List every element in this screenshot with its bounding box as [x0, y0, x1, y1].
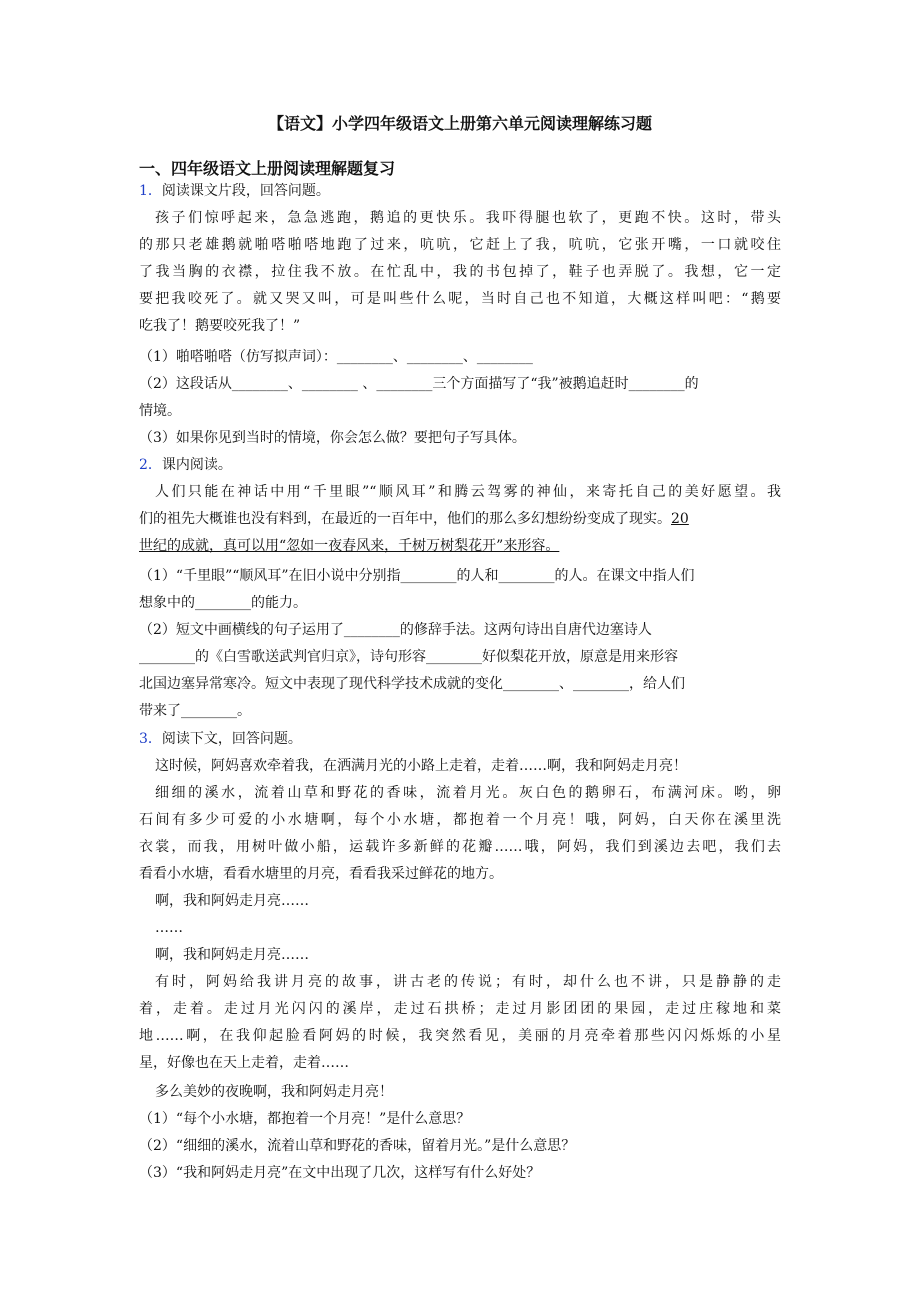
question-prompt: 课内阅读。 [161, 457, 232, 473]
document-title: 【语文】小学四年级语文上册第六单元阅读理解练习题 [267, 114, 652, 133]
passage-line: 人们只能在神话中用“千里眼”“顺风耳”和腾云驾雾的神仙，来寄托自己的美好愿望。我 [155, 484, 781, 500]
passage-line: 孩子们惊呼起来，急急逃跑，鹅追的更快乐。我吓得腿也软了，更跑不快。这时，带头 [155, 210, 781, 226]
passage-line: 地……啊，在我仰起脸看阿妈的时候，我突然看见，美丽的月亮牵着那些闪闪烁烁的小星 [139, 1028, 781, 1044]
question-number: 2． [139, 457, 162, 473]
question-number: 3． [139, 731, 162, 747]
passage-line: …… [155, 920, 183, 936]
question-1-prompt [139, 181, 781, 201]
passage-line: 星，好像也在天上走着，走着…… [139, 1055, 349, 1071]
passage-line: 着，走着。走过月光闪闪的溪岸，走过石拱桥；走过月影团团的果园，走过庄稼地和菜 [139, 1001, 781, 1017]
passage-text: 们的祖先大概谁也没有料到，在最近的一百年中，他们的那么多幻想纷纷变成了现实。 [139, 511, 671, 527]
question-2-prompt [139, 455, 781, 475]
passage-line: 了我当胸的衣襟，拉住我不放。在忙乱中，我的书包掉了，鞋子也弄脱了。我想，它一定 [139, 264, 781, 280]
passage-line: 衣裳，而我，用树叶做小船，运载许多新鲜的花瓣……哦，阿妈，我们到溪边去吧，我们去 [139, 839, 781, 855]
passage-line [139, 509, 781, 529]
underlined-sentence: 世纪的成就，真可以用“忽如一夜春风来，千树万树梨花开”来形容。 [139, 538, 560, 554]
sub-question: （1）啪嗒啪嗒（仿写拟声词）：________、________、________ [139, 349, 533, 365]
passage-line: 吃我了！鹅要咬死我了！” [139, 318, 301, 334]
sub-question: （1）“每个小水塘，都抱着一个月亮！”是什么意思？ [139, 1111, 471, 1127]
sub-question: （2）短文中画横线的句子运用了________的修辞手法。这两句诗出自唐代边塞诗人 [139, 622, 652, 638]
passage-line: 要把我咬死了。就又哭又叫，可是叫些什么呢，当时自己也不知道，大概这样叫吧：“鹅要 [139, 291, 781, 307]
passage-line: 的那只老雄鹅就啪嗒啪嗒地跑了过来，吭吭，它赶上了我，吭吭，它张开嘴，一口就咬住 [139, 237, 781, 253]
sub-question: （2）“细细的溪水，流着山草和野花的香味，留着月光。”是什么意思？ [139, 1138, 576, 1154]
sub-question: ________的《白雪歌送武判官归京》，诗句形容________好似梨花开放，原意是用来形容 [139, 649, 678, 665]
question-3-prompt [139, 729, 781, 749]
passage-line [139, 536, 781, 556]
sub-question: 北国边塞异常寒冷。短文中表现了现代科学技术成就的变化________、________，给人们 [139, 676, 685, 692]
passage-line: 这时候，阿妈喜欢牵着我，在洒满月光的小路上走着，走着……啊，我和阿妈走月亮！ [155, 758, 687, 774]
sub-question: （1）“千里眼”“顺风耳”在旧小说中分别指________的人和________的人。在课文中指人们 [139, 568, 695, 584]
section-heading: 一、四年级语文上册阅读理解题复习 [139, 159, 396, 178]
passage-line: 啊，我和阿妈走月亮…… [155, 893, 309, 909]
sub-question: （3）如果你见到当时的情境，你会怎么做？要把句子写具体。 [139, 430, 526, 446]
question-prompt: 阅读课文片段，回答问题。 [161, 183, 330, 199]
question-number: 1． [139, 183, 162, 199]
underlined-sentence: 20 [671, 511, 689, 527]
sub-question: （3）“我和阿妈走月亮”在文中出现了几次，这样写有什么好处？ [139, 1165, 541, 1181]
passage-line: 石间有多少可爱的小水塘啊，每个小水塘，都抱着一个月亮！哦，阿妈，白天你在溪里洗 [139, 812, 781, 828]
passage-line: 看看小水塘，看看水塘里的月亮，看看我采过鲜花的地方。 [139, 866, 503, 882]
sub-question: （2）这段话从________、________ 、________三个方面描写了“我”被鹅追赶时________的 [139, 376, 699, 392]
passage-line: 啊，我和阿妈走月亮…… [155, 947, 309, 963]
passage-line: 多么美妙的夜晚啊，我和阿妈走月亮！ [155, 1084, 393, 1100]
passage-line: 有时，阿妈给我讲月亮的故事，讲古老的传说；有时，却什么也不讲，只是静静的走 [155, 974, 781, 990]
sub-question: 想象中的________的能力。 [139, 595, 307, 611]
question-prompt: 阅读下文，回答问题。 [161, 731, 302, 747]
passage-line: 细细的溪水，流着山草和野花的香味，流着月光。灰白色的鹅卵石，布满河床。哟，卵 [155, 785, 781, 801]
sub-question: 带来了________。 [139, 703, 251, 719]
sub-question: 情境。 [139, 403, 181, 419]
